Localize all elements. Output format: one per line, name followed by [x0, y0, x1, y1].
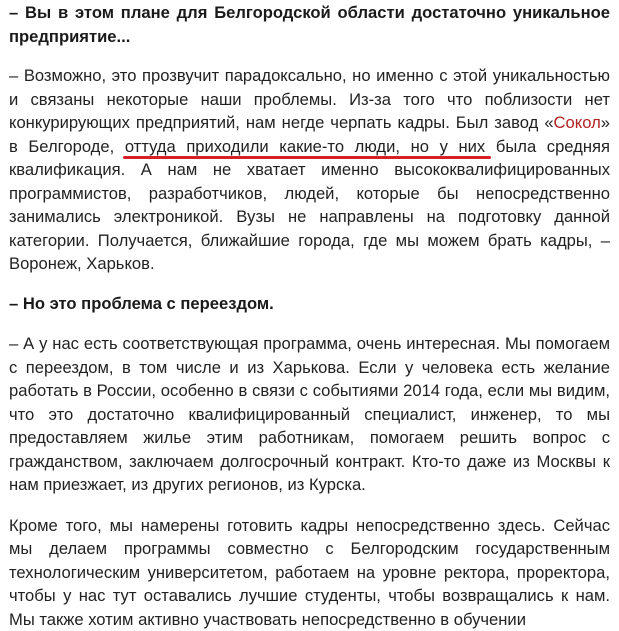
interview-answer-3: Кроме того, мы намерены готовить кадры непосредственно здесь. Сейчас мы делаем программы совместно с Белгородским государственным технологическим университетом, работаем на уровне ректора, проректора, чтобы у нас тут оставались лучшие студенты, чтобы возвращались к нам. Мы также хотим активно участвовать непосредственно в обучении: [9, 514, 610, 631]
sokol-link[interactable]: Сокол: [554, 113, 601, 132]
interview-answer-1: [9, 64, 610, 276]
interview-question-1: – Вы в этом плане для Белгородской области достаточно уникальное предприятие...: [9, 1, 610, 48]
answer-text: » в Белгороде,: [9, 113, 610, 156]
interview-answer-2: – А у нас есть соответствующая программа, очень интересная. Мы помогаем с переездом, в том числе и из Харькова. Если у человека есть желание работать в России, особенно в связи с событиями 2014 года, если мы видим, что это достаточно квалифицированный специалист, инженер, то мы предоставляем жилье этим работникам, помогаем решить вопрос с гражданством, заключаем долгосрочный контракт. Кто-то даже из Москвы к нам приезжает, из других регионов, из Курска.: [9, 332, 610, 497]
answer-text: – Возможно, это прозвучит парадоксально, но именно с этой уникальностью и связаны некоторые наши проблемы. Из-за того что поблизости нет конкурирующих предприятий, нам негде черпать кадры. Был завод «: [9, 66, 610, 132]
highlighted-phrase: оттуда приходили какие-то люди, но у них: [125, 137, 485, 156]
interview-question-2: – Но это проблема с переездом.: [9, 292, 610, 316]
answer-text: была средняя квалификация. А нам не хватает именно высококвалифицированных программистов, разработчиков, людей, которые бы непосредственно занимались электроникой. Вузы не направлены на подготовку данной категории. Получается, ближайшие города, где мы можем брать кадры, – Воронеж, Харьков.: [9, 137, 610, 274]
